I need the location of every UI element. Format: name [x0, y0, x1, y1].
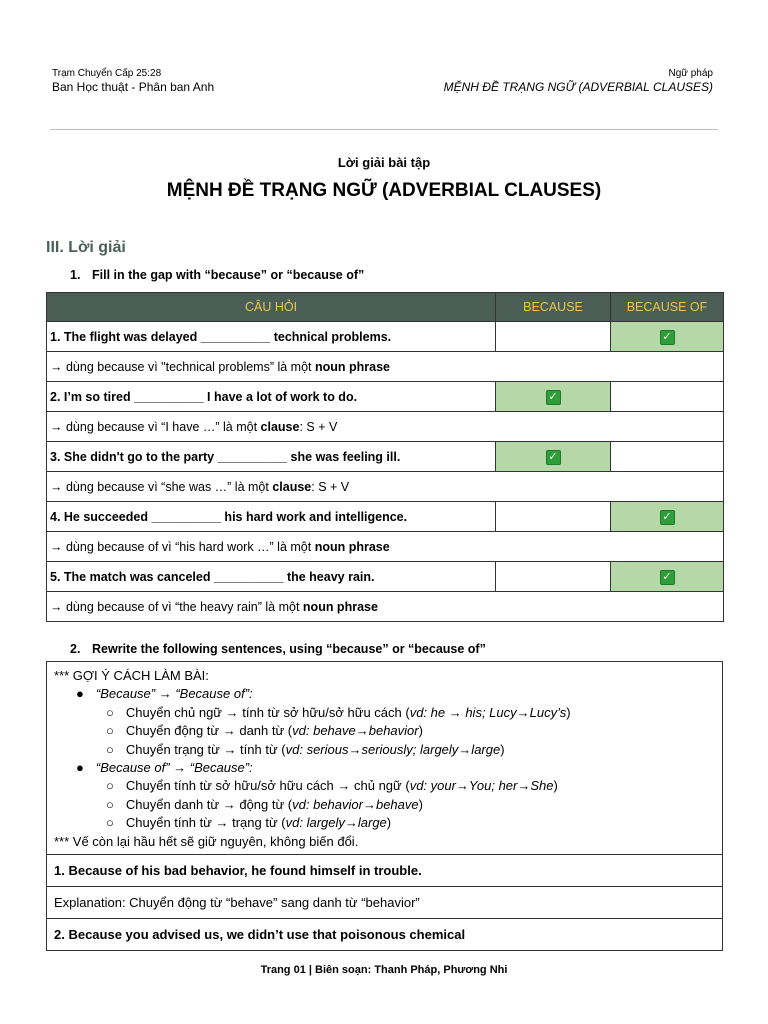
hint-item-text: Chuyển động từ → danh từ ( — [125, 723, 293, 739]
explanation-row — [47, 592, 724, 622]
hint-item-close: ) — [553, 778, 558, 794]
hint-item-close: ) — [500, 741, 505, 757]
because-cell — [496, 382, 611, 412]
hint-group-label: “Because” → “Because of”: — [95, 686, 253, 702]
circle-bullet-icon: ○ — [106, 723, 114, 739]
explanation-row — [47, 532, 724, 562]
page-title: MỆNH ĐỀ TRẠNG NGỮ (ADVERBIAL CLAUSES) — [166, 180, 602, 201]
rewrite-sentence-1: 1. Because of his bad behavior, he found himself in trouble. — [47, 855, 722, 887]
because-of-cell — [611, 382, 724, 412]
checkbox-checked-icon: ✓ — [660, 330, 675, 345]
hint-item-example: vd: behave→behavior — [292, 723, 419, 739]
page-subtitle: Lời giải bài tập — [337, 155, 431, 170]
explanation-text: → dùng because of vì “his hard work …” là một — [50, 539, 315, 554]
table-header-row — [47, 293, 724, 322]
column-header-because-of: BECAUSE OF — [611, 293, 724, 322]
table-row — [47, 322, 724, 352]
hint-note: *** Vế còn lại hầu hết sẽ giữ nguyên, không biến đổi. — [54, 833, 359, 849]
header-right — [444, 67, 713, 95]
circle-bullet-icon: ○ — [106, 815, 114, 831]
exercise-1-instruction: Fill in the gap with “because” or “because of” — [92, 268, 365, 282]
explanation-row — [47, 472, 724, 502]
explanation-row — [47, 352, 724, 382]
header-divider — [50, 129, 718, 130]
table-row — [47, 502, 724, 532]
column-header-because: BECAUSE — [496, 293, 611, 322]
hint-item-text: Chuyển tính từ sở hữu/sở hữu cách → chủ ngữ ( — [125, 778, 410, 794]
because-cell — [496, 502, 611, 532]
header-category: Ngữ pháp — [668, 68, 713, 79]
exercise-2-number: 2. — [70, 642, 81, 656]
hint-item — [54, 741, 715, 759]
header-department: Ban Học thuật - Phân ban Anh — [52, 80, 215, 94]
circle-bullet-icon: ○ — [106, 741, 114, 757]
checkbox-checked-icon: ✓ — [660, 510, 675, 525]
explanation-text: → dùng because vì "technical problems” là một — [50, 359, 315, 374]
header-school: Trạm Chuyển Cấp 25:28 — [52, 68, 162, 79]
checkbox-checked-icon: ✓ — [546, 450, 561, 465]
hint-block — [47, 662, 722, 855]
explanation-keyword: noun phrase — [302, 599, 378, 614]
exercise-1-number: 1. — [70, 268, 81, 282]
exercise-2-heading — [70, 642, 486, 656]
explanation-row — [47, 412, 724, 442]
hint-item-example: vd: your→You; her→She — [409, 778, 554, 794]
explanation-keyword: noun phrase — [314, 539, 390, 554]
because-of-cell — [611, 502, 724, 532]
explanation-cell — [47, 412, 724, 442]
explanation-cell — [47, 472, 724, 502]
table-row — [47, 562, 724, 592]
hint-item-close: ) — [418, 796, 423, 812]
header-left — [52, 67, 214, 95]
explanation-cell — [47, 352, 724, 382]
hint-item — [54, 777, 715, 795]
bullet-icon: ● — [76, 686, 84, 702]
table-row — [47, 382, 724, 412]
answer-table-body — [47, 322, 724, 622]
explanation-keyword: noun phrase — [314, 359, 390, 374]
explanation-suffix: : S + V — [299, 419, 338, 434]
circle-bullet-icon: ○ — [106, 704, 114, 720]
question-cell: 3. She didn't go to the party __________ she was feeling ill. — [47, 442, 496, 472]
explanation-text: → dùng because of vì “the heavy rain” là một — [50, 599, 303, 614]
checkbox-checked-icon: ✓ — [546, 390, 561, 405]
hint-item-text: Chuyển danh từ → động từ ( — [125, 796, 293, 812]
hint-item — [54, 722, 715, 740]
hint-item-close: ) — [566, 704, 571, 720]
page-footer: Trang 01 | Biên soạn: Thanh Pháp, Phương Nhi — [260, 964, 508, 976]
explanation-cell — [47, 592, 724, 622]
checkbox-checked-icon: ✓ — [660, 570, 675, 585]
hint-item-close: ) — [418, 723, 423, 739]
answer-table — [46, 292, 724, 622]
bullet-icon: ● — [76, 760, 84, 776]
explanation-suffix: : S + V — [311, 479, 350, 494]
rewrite-sentence-2: 2. Because you advised us, we didn’t use that poisonous chemical — [54, 927, 466, 943]
hint-group — [54, 685, 715, 703]
hint-item — [54, 814, 715, 832]
explanation-text: → dùng because vì “I have …” là một — [50, 419, 261, 434]
column-header-question: CÂU HỎI — [47, 293, 496, 322]
explanation-text: → dùng because vì “she was …” là một — [50, 479, 273, 494]
circle-bullet-icon: ○ — [106, 796, 114, 812]
because-cell — [496, 442, 611, 472]
hint-groups — [54, 685, 715, 832]
question-cell: 1. The flight was delayed __________ technical problems. — [47, 322, 496, 352]
hint-item-text: Chuyển trạng từ → tính từ ( — [125, 741, 286, 757]
explanation-keyword: clause — [272, 479, 312, 494]
explanation-keyword: clause — [260, 419, 300, 434]
exercise-2-instruction: Rewrite the following sentences, using “because” or “because of” — [92, 642, 486, 656]
hint-item-text: Chuyển chủ ngữ → tính từ sở hữu/sở hữu cách ( — [125, 704, 410, 720]
question-cell: 5. The match was canceled __________ the heavy rain. — [47, 562, 496, 592]
hint-item — [54, 704, 715, 722]
explanation-cell — [47, 532, 724, 562]
hint-title: *** GỢI Ý CÁCH LÀM BÀI: — [54, 668, 209, 683]
because-cell — [496, 322, 611, 352]
header-topic: MỆNH ĐỀ TRẠNG NGỮ (ADVERBIAL CLAUSES) — [443, 80, 713, 94]
hint-item-example: vd: he → his; Lucy→Lucy’s — [409, 704, 567, 720]
hint-item-example: vd: serious→seriously; largely→large — [285, 741, 501, 757]
hint-item-example: vd: largely→large — [285, 815, 387, 831]
because-of-cell — [611, 562, 724, 592]
section-heading: III. Lời giải — [46, 239, 126, 256]
table-row — [47, 442, 724, 472]
circle-bullet-icon: ○ — [106, 778, 114, 794]
question-cell: 4. He succeeded __________ his hard work and intelligence. — [47, 502, 496, 532]
exercise-1-heading — [70, 268, 364, 282]
hint-item — [54, 796, 715, 814]
hint-item-close: ) — [386, 815, 392, 831]
rewrite-box — [46, 661, 723, 951]
hint-item-text: Chuyển tính từ → trạng từ ( — [125, 815, 286, 831]
hint-item-example: vd: behavior→behave — [292, 796, 419, 812]
because-of-cell — [611, 442, 724, 472]
question-cell: 2. I’m so tired __________ I have a lot of work to do. — [47, 382, 496, 412]
hint-group — [54, 759, 715, 777]
because-cell — [496, 562, 611, 592]
because-of-cell — [611, 322, 724, 352]
hint-group-label: “Because of” → “Because”: — [95, 760, 253, 776]
rewrite-explanation-1: Explanation: Chuyển động từ “behave” sang danh từ “behavior” — [47, 887, 722, 919]
